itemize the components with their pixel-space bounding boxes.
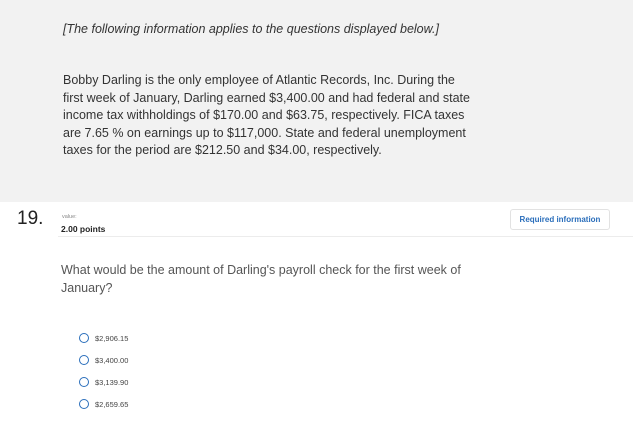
radio-button[interactable] [79, 377, 89, 387]
choice-label: $3,400.00 [95, 355, 129, 365]
choice-option[interactable] [79, 349, 128, 371]
value-label: value: [62, 214, 77, 220]
radio-button[interactable] [79, 333, 89, 343]
question-text: What would be the amount of Darling's payroll check for the first week of January? [61, 263, 461, 295]
answer-choices [79, 327, 128, 415]
radio-button[interactable] [79, 399, 89, 409]
info-body: Bobby Darling is the only employee of Atlantic Records, Inc. During the first week of January, Darling earned $3,400.00 and had federal and state income tax withholdings of $170.00 and $63.75, respectively. FICA taxes are 7.65 % on earnings up to $117,000. State and federal unemployment taxes for the period are $212.50 and $34.00, respectively. [63, 73, 470, 157]
info-intro: [The following information applies to the questions displayed below.] [63, 22, 439, 36]
choice-label: $2,906.15 [95, 333, 129, 343]
required-information-button[interactable]: Required information [510, 209, 610, 230]
radio-button[interactable] [79, 355, 89, 365]
divider [58, 236, 633, 237]
points-label: 2.00 points [61, 224, 106, 234]
choice-option[interactable] [79, 371, 128, 393]
choice-option[interactable] [79, 393, 128, 415]
choice-label: $3,139.90 [95, 377, 129, 387]
info-panel [0, 0, 633, 202]
choice-label: $2,659.65 [95, 399, 129, 409]
choice-option[interactable] [79, 327, 128, 349]
question-number: 19. [17, 208, 44, 229]
